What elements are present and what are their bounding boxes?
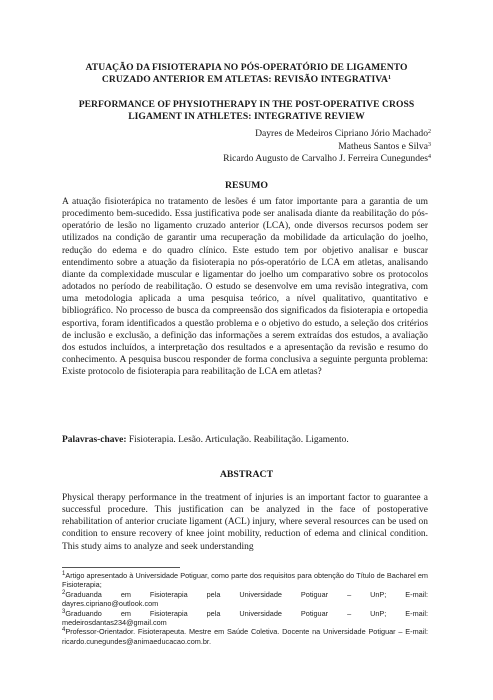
keywords-label: Palavras-chave: bbox=[62, 435, 127, 445]
title-portuguese bbox=[40, 62, 453, 86]
abstract-text: Physical therapy performance in the treatment of injuries is an important factor to guarantee a successful procedure. This justification can be analyzed in the face of postoperative rehabilitation of anterior cruciate ligament (ACL) injury, where several resources can be used on condition to ensure recovery of knee joint mobility, reduction of edema and clinical condition. This study aims to analyze and seek understanding bbox=[62, 493, 428, 552]
footnote: $^3$Graduando em Fisioterapia pela Universidade Potiguar – UnP; E-mail: bbox=[62, 608, 428, 618]
author: Dayres de Medeiros Cipriano Jório Machado$^2$ bbox=[255, 128, 431, 139]
title-english-line1: PERFORMANCE OF PHYSIOTHERAPY IN THE POST-OPERATIVE CROSS bbox=[78, 99, 415, 110]
keywords-value: Fisioterapia. Lesão. Articulação. Reabilitação. Ligamento. bbox=[128, 435, 349, 445]
keywords bbox=[62, 434, 428, 446]
author: Ricardo Augusto de Carvalho J. Ferreira Cunegundes$^4$ bbox=[223, 153, 431, 164]
title-english bbox=[40, 99, 453, 123]
resumo-text: A atuação fisioterápica no tratamento de lesões é um fator importante para a garantia de um procedimento bem-sucedido. Essa justificativa pode ser analisada diante da reabilitação do pós-operatório de lesão no ligamento cruzado anterior (LCA), onde diversos recursos podem ser utilizados na condição de garantir uma recuperação da mobilidade da articulação do joelho, redução do edema e do quadro clínico. Este estudo tem por objetivo analisar e buscar entendimento sobre a atuação da fisioterapia no pós-operatório de LCA em atletas, analisando diante da complexidade muscular e ligamentar do joelho um comparativo sobre os protocolos adotados no período de reabilitação. O estudo se desenvolve em uma revisão integrativa, com uma metodologia aplicada a uma pesquisa teórico, a nível qualitativo, quantitativo e bibliográfico. No processo de busca da compreensão dos significados da fisioterapia e ortopedia esportiva, foram identificados a questão problema e o objetivo do estudo, a seleção dos critérios de inclusão e exclusão, a definição das informações a serem extraídas dos estudos, a avaliação dos estudos incluídos, a interpretação dos resultados e a apresentação da revisão e resumo do conhecimento. A pesquisa buscou responder de forma conclusiva a seguinte pergunta problema: Existe protocolo de fisioterapia para reabilitação de LCA em atletas? bbox=[62, 197, 428, 378]
footnote: $^4$Professor-Orientador. Fisioterapeuta. Mestre em Saúde Coletiva. Docente na Universidade Potiguar – E-mail: ricardo.cunegundes@animaeducacao.com.br. bbox=[62, 627, 428, 646]
title-portuguese-line1: ATUAÇÃO DA FISIOTERAPIA NO PÓS-OPERATÓRIO DE LIGAMENTO bbox=[85, 62, 408, 73]
footnote-mark: 1 bbox=[388, 75, 392, 81]
author-list bbox=[223, 128, 431, 166]
footnote-email: dayres.cipriano@outlook.com bbox=[62, 599, 159, 609]
footnote: $^1$Artigo apresentado à Universidade Potiguar, como parte dos requisitos para obtenção do Título de Bacharel em Fisioterapia; bbox=[62, 571, 428, 590]
abstract-heading: ABSTRACT bbox=[219, 469, 274, 480]
author: Matheus Santos e Silva$^3$ bbox=[338, 140, 431, 152]
title-english-line2: LIGAMENT IN ATHLETES: INTEGRATIVE REVIEW bbox=[128, 111, 365, 122]
footnote-divider bbox=[62, 567, 180, 568]
footnote-email: medeirosdantas234@gmail.com bbox=[62, 618, 167, 628]
footnotes bbox=[62, 571, 428, 646]
title-portuguese-line2: CRUZADO ANTERIOR EM ATLETAS: REVISÃO INTEGRATIVA$^1$ bbox=[101, 74, 392, 85]
footnote: $^2$Graduanda em Fisioterapia pela Universidade Potiguar – UnP; E-mail: bbox=[62, 589, 428, 599]
resumo-heading: RESUMO bbox=[224, 180, 268, 191]
